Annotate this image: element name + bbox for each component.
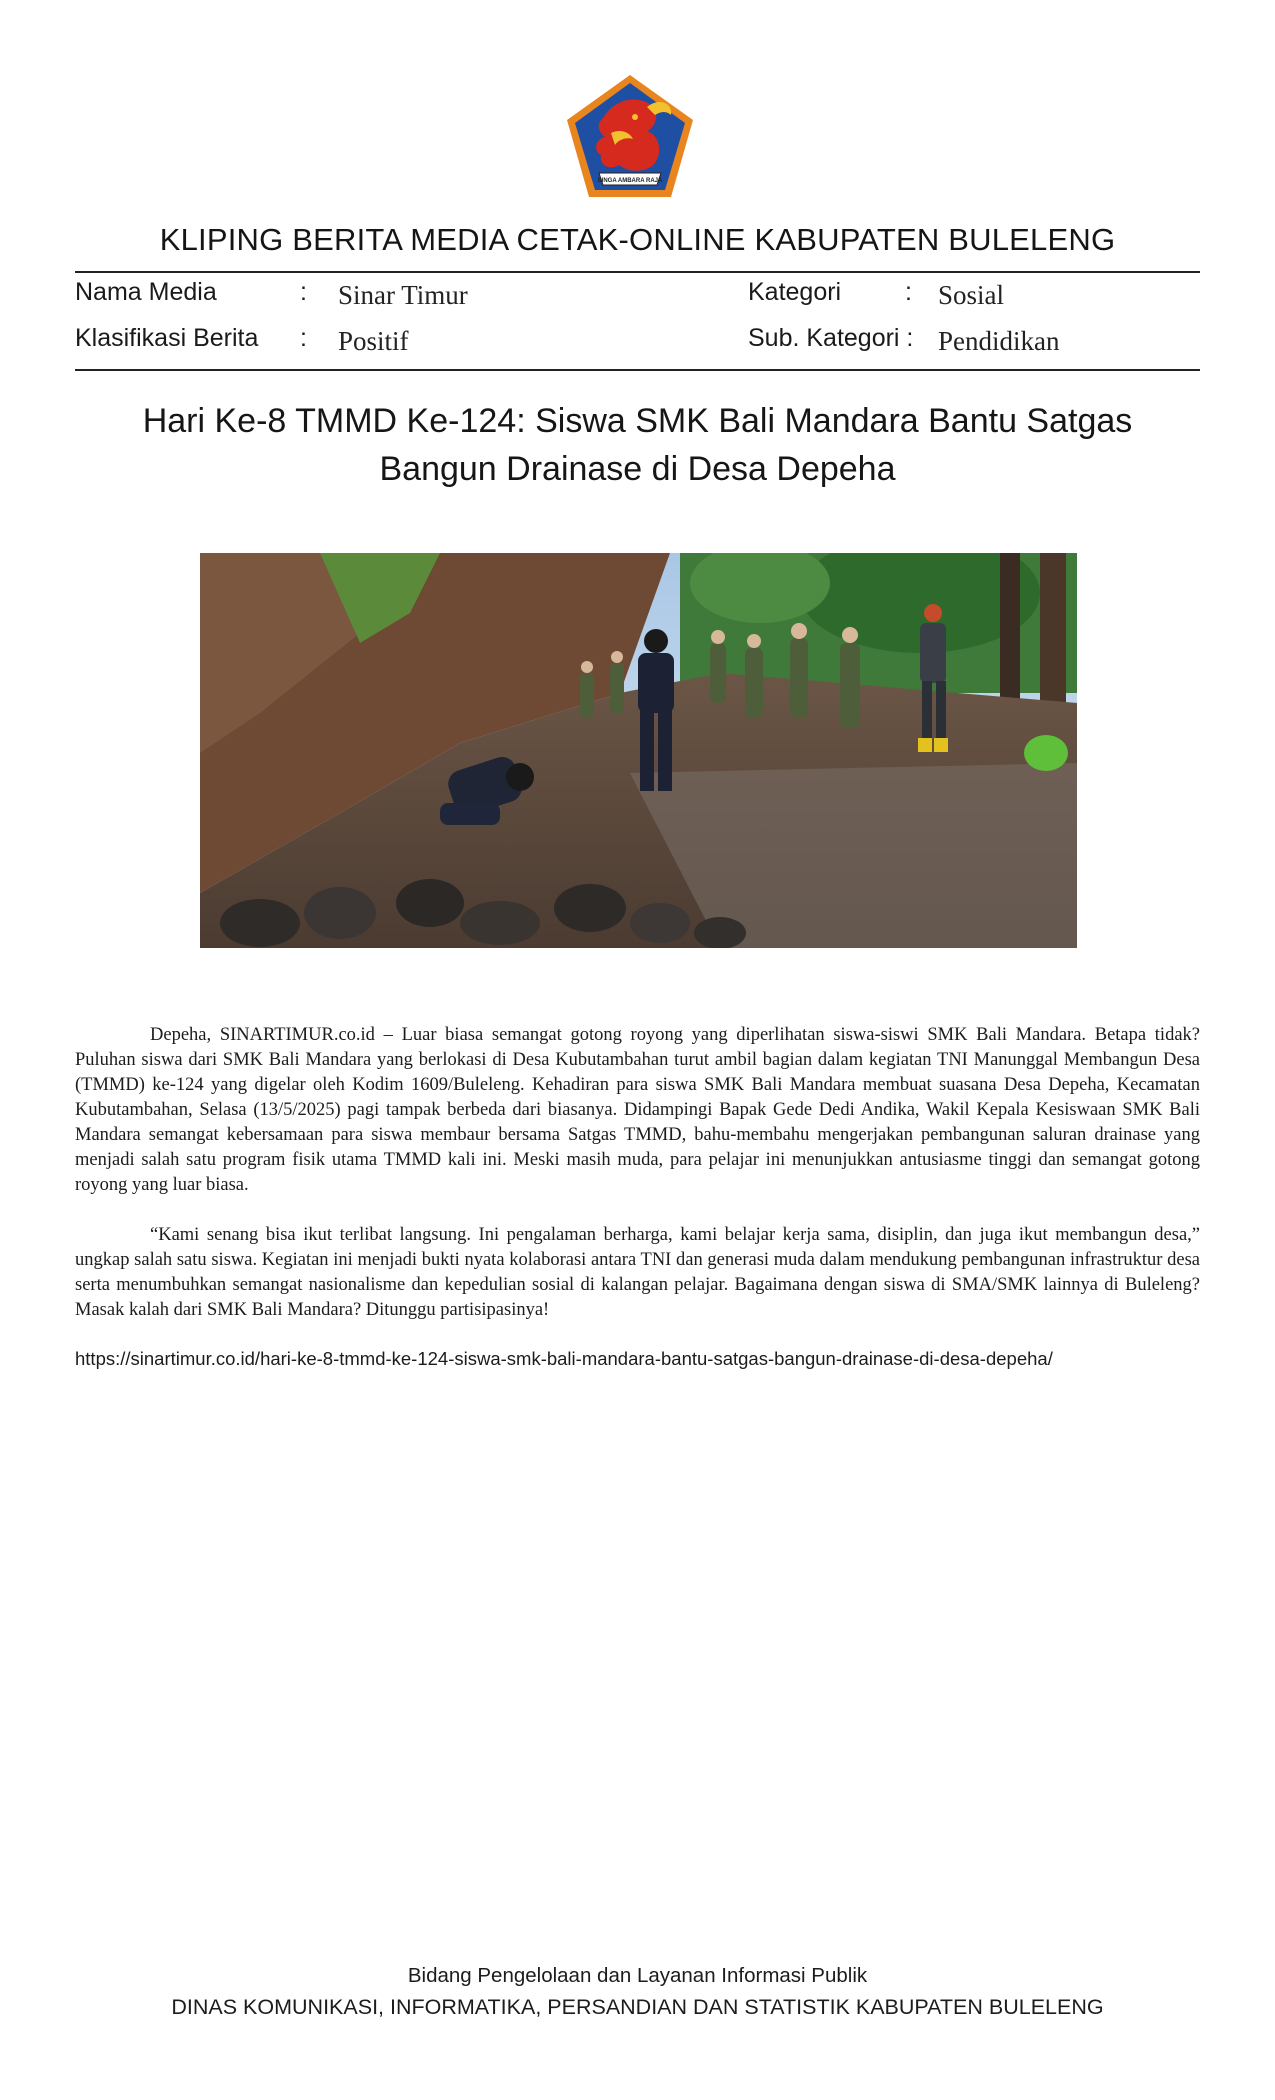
headline-line-2: Bangun Drainase di Desa Depeha bbox=[379, 450, 896, 488]
nama-media-value: Sinar Timur bbox=[338, 280, 468, 310]
footer-agency: DINAS KOMUNIKASI, INFORMATIKA, PERSANDIAN DAN STATISTIK KABUPATEN BULELENG bbox=[171, 1995, 1104, 2019]
kategori-value: Sosial bbox=[938, 280, 1005, 310]
klasifikasi-berita-colon: : bbox=[300, 324, 307, 352]
kategori-colon: : bbox=[905, 278, 912, 306]
logo-banner-text: SINGA AMBARA RAJA bbox=[597, 178, 663, 184]
sub-kategori-value: Pendidikan bbox=[938, 326, 1060, 356]
document-header-title: KLIPING BERITA MEDIA CETAK-ONLINE KABUPATEN BULELENG bbox=[159, 222, 1116, 257]
kategori-label: Kategori bbox=[748, 278, 842, 306]
source-url-link[interactable]: https://sinartimur.co.id/hari-ke-8-tmmd-ke-124-siswa-smk-bali-mandara-bantu-satgas-bangun-drainase-di-desa-depeha/ bbox=[75, 1348, 1053, 1369]
article-photo bbox=[200, 553, 1077, 948]
nama-media-label: Nama Media bbox=[75, 278, 217, 306]
header-top-rule bbox=[75, 271, 1200, 273]
klasifikasi-berita-value: Positif bbox=[338, 326, 409, 356]
header-bottom-rule bbox=[75, 369, 1200, 371]
headline-line-1: Hari Ke-8 TMMD Ke-124: Siswa SMK Bali Mandara Bantu Satgas bbox=[142, 402, 1133, 440]
nama-media-colon: : bbox=[300, 278, 307, 306]
article-paragraph-1: Depeha, SINARTIMUR.co.id – Luar biasa semangat gotong royong yang diperlihatan siswa-siswi SMK Bali Mandara. Betapa tidak? Puluhan siswa dari SMK Bali Mandara yang berlokasi di Desa Kubutambahan turut ambil bagian dalam kegiatan TNI Manunggal Membangun Desa (TMMD) ke-124 yang digelar oleh Kodim 1609/Buleleng. Kehadiran para siswa SMK Bali Mandara membuat suasana Desa Depeha, Kecamatan Kubutambahan, Selasa (13/5/2025) pagi tampak berbeda dari biasanya. Didampingi Bapak Gede Dedi Andika, Wakil Kepala Kesiswaan SMK Bali Mandara semangat kebersamaan para siswa membaur bersama Satgas TMMD, bahu-membahu mengerjakan pembangunan saluran drainase yang menjadi salah satu program fisik utama TMMD kali ini. Meski masih muda, para pelajar ini menunjukkan antusiasme tinggi dan semangat gotong royong yang luar biasa. bbox=[75, 1025, 1200, 1195]
article-paragraph-2: “Kami senang bisa ikut terlibat langsung. Ini pengalaman berharga, kami belajar kerja sama, disiplin, dan juga ikut membangun desa,” ungkap salah satu siswa. Kegiatan ini menjadi bukti nyata kolaborasi antara TNI dan generasi muda dalam mendukung pembangunan infrastruktur desa serta menumbuhkan semangat nasionalisme dan kepedulian sosial di kalangan pelajar. Bagaimana dengan siswa di SMA/SMK lainnya di Buleleng? Masak kalah dari SMK Bali Mandara? Ditunggu partisipasinya! bbox=[75, 1225, 1200, 1320]
footer-department: Bidang Pengelolaan dan Layanan Informasi Publik bbox=[407, 1964, 868, 1987]
article-body bbox=[75, 1023, 1200, 1348]
article-headline bbox=[75, 397, 1200, 493]
sub-kategori-label: Sub. Kategori : bbox=[748, 324, 914, 352]
buleleng-emblem-logo bbox=[563, 73, 697, 201]
klasifikasi-berita-label: Klasifikasi Berita bbox=[75, 324, 259, 352]
